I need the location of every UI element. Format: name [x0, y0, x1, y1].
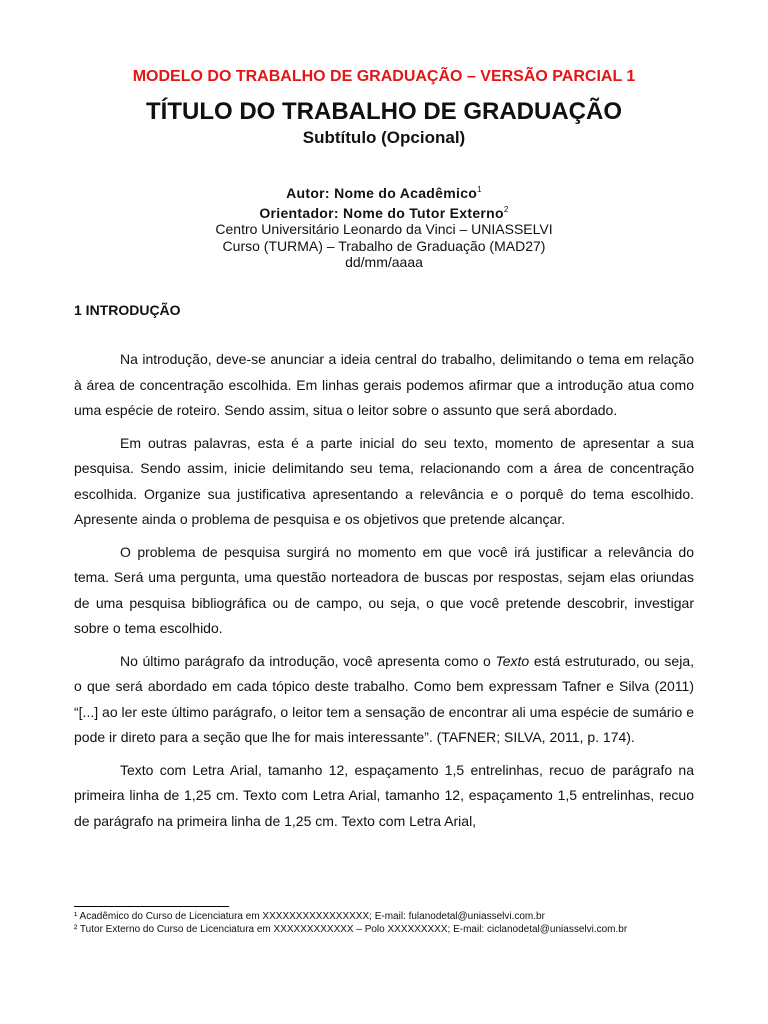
- model-banner: MODELO DO TRABALHO DE GRADUAÇÃO – VERSÃO PARCIAL 1: [132, 68, 636, 85]
- document-title: TÍTULO DO TRABALHO DE GRADUAÇÃO: [146, 98, 622, 125]
- paragraph-text: está estruturado, ou seja, o que será abordado em cada tópico deste trabalho. Como bem expressam Tafner e Silva (2011) “[...] ao ler este último parágrafo, o leitor tem a sensação de encontrar ali uma espécie de sumário e pode ir direto para a seção que lhe for mais interessante”. (TAFNER; SILVA, 2011, p. 174).: [74, 652, 695, 745]
- footnote: ¹ Acadêmico do Curso de Licenciatura em XXXXXXXXXXXXXXXX; E-mail: fulanodetal@uniasselvi.com.br: [74, 911, 545, 922]
- paragraph: O problema de pesquisa surgirá no momento em que você irá justificar a relevância do tema. Será uma pergunta, uma questão norteadora de buscas por respostas, sejam elas oriundas de uma pesquisa bibliográfica ou de campo, ou seja, o que você pretende descobrir, investigar sobre o tema escolhido.: [74, 543, 694, 636]
- section-heading: 1 INTRODUÇÃO: [74, 302, 181, 318]
- document-page: [74, 0, 694, 1024]
- advisor-name: Orientador: Nome do Tutor Externo: [259, 204, 504, 221]
- paragraph: Texto com Letra Arial, tamanho 12, espaçamento 1,5 entrelinhas, recuo de parágrafo na primeira linha de 1,25 cm. Texto com Letra Arial, tamanho 12, espaçamento 1,5 entrelinhas, recuo de parágrafo na primeira linha de 1,25 cm. Texto com Letra Arial,: [74, 761, 694, 829]
- paragraph-text: No último parágrafo da introdução, você apresenta como o: [120, 652, 496, 669]
- advisor-line: [74, 202, 694, 222]
- paragraph: [74, 649, 694, 751]
- footnote-divider: [74, 906, 229, 907]
- section-body: [74, 347, 694, 841]
- footnote: ² Tutor Externo do Curso de Licenciatura em XXXXXXXXXXXX – Polo XXXXXXXXX; E-mail: ciclanodetal@uniasselvi.com.br: [74, 924, 628, 935]
- paragraph: Em outras palavras, esta é a parte inicial do seu texto, momento de apresentar a sua pesquisa. Sendo assim, inicie delimitando seu tema, relacionando com a área de concentração escolhida. Organize sua justificativa apresentando a relevância e o porquê do tema escolhido. Apresente ainda o problema de pesquisa e os objetivos que pretende alcançar.: [74, 434, 694, 527]
- paragraph: Na introdução, deve-se anunciar a ideia central do trabalho, delimitando o tema em relação à área de concentração escolhida. Em linhas gerais podemos afirmar que a introdução atua como uma espécie de roteiro. Sendo assim, situa o leitor sobre o assunto que será abordado.: [74, 351, 694, 418]
- advisor-footnote-ref: 2: [503, 204, 509, 214]
- author-name: Autor: Nome do Acadêmico: [286, 185, 478, 201]
- document-subtitle: Subtítulo (Opcional): [302, 128, 466, 147]
- author-block: [74, 182, 694, 271]
- date: dd/mm/aaaa: [345, 254, 423, 270]
- author-footnote-ref: 1: [477, 185, 482, 194]
- footnotes: [74, 910, 694, 936]
- emphasis-text: Texto: [495, 652, 530, 669]
- author-line: [74, 182, 694, 202]
- institution: Centro Universitário Leonardo da Vinci – UNIASSELVI: [215, 221, 553, 237]
- course: Curso (TURMA) – Trabalho de Graduação (MAD27): [222, 237, 546, 254]
